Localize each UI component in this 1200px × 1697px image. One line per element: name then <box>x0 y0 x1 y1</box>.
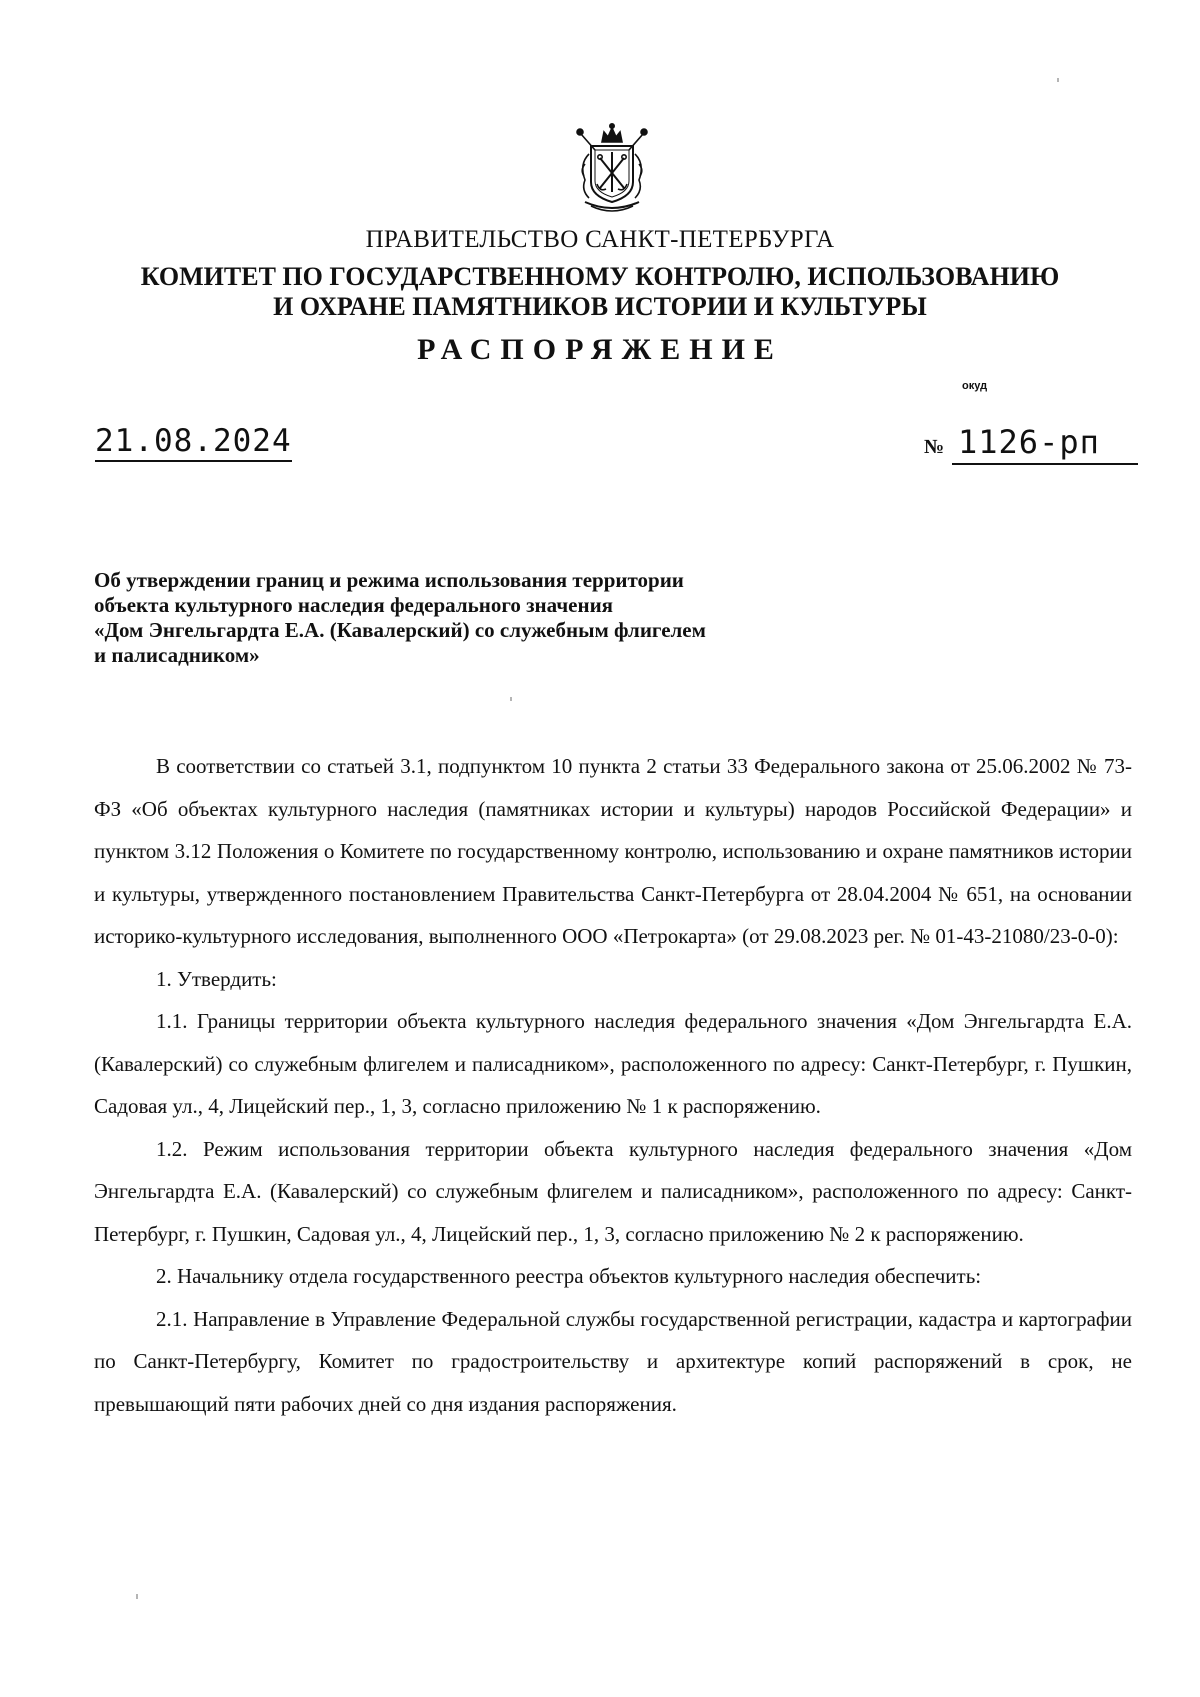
document-number: 1126-рп <box>958 423 1100 461</box>
committee-name-line-2: И ОХРАНЕ ПАМЯТНИКОВ ИСТОРИИ И КУЛЬТУРЫ <box>273 292 927 321</box>
clause-1-2: 1.2. Режим использования территории объекта культурного наследия федерального значения «Дом Энгельгардта Е.А. (Кавалерский) со служебным флигелем и палисадником», расположенного по адресу: Санкт-Петербург, г. Пушкин, Садовая ул., 4, Лицейский пер., 1, 3, согласно приложению № 2 к распоряжению. <box>94 1136 1132 1246</box>
clause-2: 2. Начальнику отдела государственного реестра объектов культурного наследия обеспечить: <box>156 1264 982 1288</box>
document-body <box>94 745 1132 1425</box>
subject-line-3: «Дом Энгельгардта Е.А. (Кавалерский) со служебным флигелем <box>94 618 706 642</box>
okud-label: окуд <box>962 380 988 392</box>
subject-line-4: и палисадником» <box>94 643 260 667</box>
scan-mark <box>510 697 512 701</box>
committee-name <box>0 262 1200 322</box>
clause-2-1: 2.1. Направление в Управление Федеральной службы государственной регистрации, кадастра и картографии по Санкт-Петербургу, Комитет по градостроительству и архитектуре копий распоряжений в срок, не превышающий пяти рабочих дней со дня издания распоряжения. <box>94 1306 1132 1416</box>
clause-1-1: 1.1. Границы территории объекта культурного наследия федерального значения «Дом Энгельгардта Е.А. (Кавалерский) со служебным флигелем и палисадником», расположенного по адресу: Санкт-Петербург, г. Пушкин, Садовая ул., 4, Лицейский пер., 1, 3, согласно приложению № 1 к распоряжению. <box>94 1009 1132 1118</box>
subject-line-2: объекта культурного наследия федерального значения <box>94 593 614 617</box>
document-date: 21.08.2024 <box>95 424 292 462</box>
government-name: ПРАВИТЕЛЬСТВО САНКТ-ПЕТЕРБУРГА <box>365 226 835 253</box>
saint-petersburg-coat-of-arms-icon <box>571 120 653 216</box>
scan-mark <box>1057 78 1059 82</box>
subject-line-1: Об утверждении границ и режима использования территории <box>94 568 684 592</box>
number-sign: № <box>924 436 945 458</box>
document-type-title: РАСПОРЯЖЕНИЕ <box>417 333 783 366</box>
committee-name-line-1: КОМИТЕТ ПО ГОСУДАРСТВЕННОМУ КОНТРОЛЮ, ИСПОЛЬЗОВАНИЮ <box>140 262 1060 291</box>
scan-mark <box>136 1594 138 1599</box>
number-underline <box>952 463 1138 465</box>
clause-1: 1. Утвердить: <box>156 966 277 991</box>
preamble-paragraph: В соответствии со статьей 3.1, подпунктом 10 пункта 2 статьи 33 Федерального закона от 25.06.2002 № 73-ФЗ «Об объектах культурного наследия (памятниках истории и культуры) народов Российской Федерации» и пунктом 3.12 Положения о Комитете по государственному контролю, использованию и охране памятников истории и культуры, утвержденного постановлением Правительства Санкт-Петербурга от 28.04.2004 № 651, на основании историко-культурного исследования, выполненного ООО «Петрокарта» (от 29.08.2023 рег. № 01-43-21080/23-0-0): <box>94 754 1132 948</box>
document-subject <box>94 568 854 668</box>
